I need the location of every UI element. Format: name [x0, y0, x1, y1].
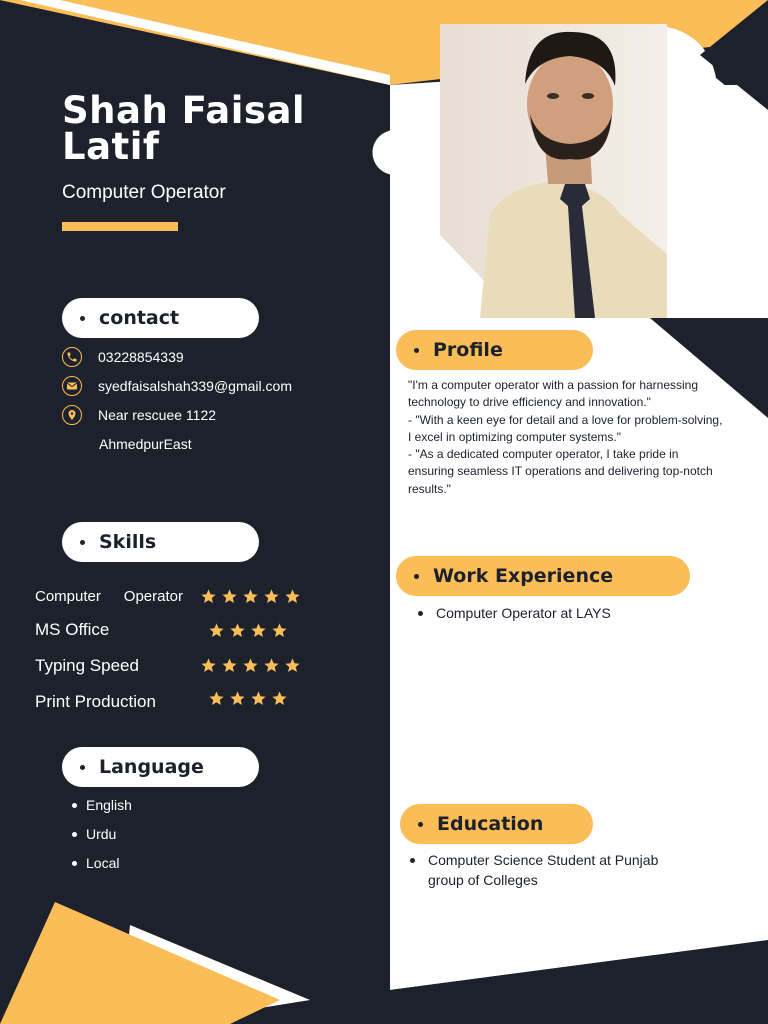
- work-experience-heading: [396, 556, 690, 596]
- bullet-dot: [80, 765, 85, 770]
- skill-stars-computer-operator: [200, 588, 301, 605]
- star-icon: [229, 690, 246, 707]
- language-item: Urdu: [70, 826, 132, 855]
- star-icon: [242, 657, 259, 674]
- phone-icon: [62, 347, 82, 367]
- bullet-dot: [80, 316, 85, 321]
- bullet-dot: [414, 348, 419, 353]
- skill-stars-print-production: [208, 690, 288, 707]
- title-underline: [62, 222, 178, 231]
- star-icon: [271, 622, 288, 639]
- bullet-dot: [414, 574, 419, 579]
- contact-email[interactable]: [62, 374, 292, 398]
- contact-phone-value: 03228854339: [98, 349, 184, 365]
- work-experience-list: [416, 603, 716, 623]
- skills-heading-label: Skills: [99, 531, 157, 553]
- star-icon: [263, 657, 280, 674]
- skill-stars-ms-office: [208, 622, 288, 639]
- job-title: Computer Operator: [62, 182, 226, 203]
- contact-heading: [62, 298, 259, 338]
- name-line-1: Shah Faisal: [62, 89, 306, 132]
- skill-computer-operator: [35, 588, 195, 605]
- language-item: English: [70, 797, 132, 826]
- contact-address-line-2: AhmedpurEast: [99, 436, 192, 452]
- language-heading-label: Language: [99, 756, 204, 778]
- star-icon: [200, 657, 217, 674]
- skill-label-part-1: Computer: [35, 588, 101, 605]
- profile-summary: [408, 377, 726, 498]
- profile-paragraph: - "With a keen eye for detail and a love for problem-solving, I excel in optimizing computer systems.": [408, 412, 723, 444]
- profile-paragraph: "I'm a computer operator with a passion for harnessing technology to drive efficiency and innovation.": [408, 378, 699, 410]
- star-icon: [271, 690, 288, 707]
- star-icon: [284, 657, 301, 674]
- star-icon: [284, 588, 301, 605]
- location-pin-icon: [62, 405, 82, 425]
- star-icon: [250, 622, 267, 639]
- star-icon: [250, 690, 267, 707]
- language-item: Local: [70, 855, 132, 884]
- work-experience-heading-label: Work Experience: [433, 565, 614, 587]
- language-list: [70, 797, 132, 884]
- work-experience-item: Computer Operator at LAYS: [416, 603, 716, 623]
- language-heading: [62, 747, 259, 787]
- candidate-name: [62, 89, 382, 168]
- profile-heading: [396, 330, 593, 370]
- skill-print-production: Print Production: [35, 692, 156, 711]
- star-icon: [221, 588, 238, 605]
- contact-email-value: syedfaisalshah339@gmail.com: [98, 378, 292, 394]
- contact-heading-label: contact: [99, 307, 180, 329]
- bullet-dot: [80, 540, 85, 545]
- skill-typing-speed: Typing Speed: [35, 656, 139, 675]
- star-icon: [242, 588, 259, 605]
- skill-stars-typing-speed: [200, 657, 301, 674]
- profile-photo: [440, 24, 667, 318]
- contact-address: [62, 403, 216, 427]
- star-icon: [208, 690, 225, 707]
- star-icon: [221, 657, 238, 674]
- name-line-2: Latif: [62, 125, 160, 168]
- profile-paragraph: - "As a dedicated computer operator, I take pride in ensuring seamless IT operations and delivering top-notch results.": [408, 447, 713, 496]
- education-list: [408, 850, 698, 890]
- profile-heading-label: Profile: [433, 339, 503, 361]
- star-icon: [200, 588, 217, 605]
- skills-heading: [62, 522, 259, 562]
- star-icon: [263, 588, 280, 605]
- bullet-dot: [418, 822, 423, 827]
- skill-ms-office: MS Office: [35, 620, 110, 639]
- star-icon: [208, 622, 225, 639]
- mail-icon: [62, 376, 82, 396]
- education-heading-label: Education: [437, 813, 544, 835]
- education-item: Computer Science Student at Punjab group of Colleges: [408, 850, 698, 890]
- contact-phone[interactable]: [62, 345, 184, 369]
- contact-address-line-1: Near rescuee 1122: [98, 407, 217, 423]
- education-heading: [400, 804, 593, 844]
- skill-label-part-2: Operator: [123, 588, 183, 605]
- star-icon: [229, 622, 246, 639]
